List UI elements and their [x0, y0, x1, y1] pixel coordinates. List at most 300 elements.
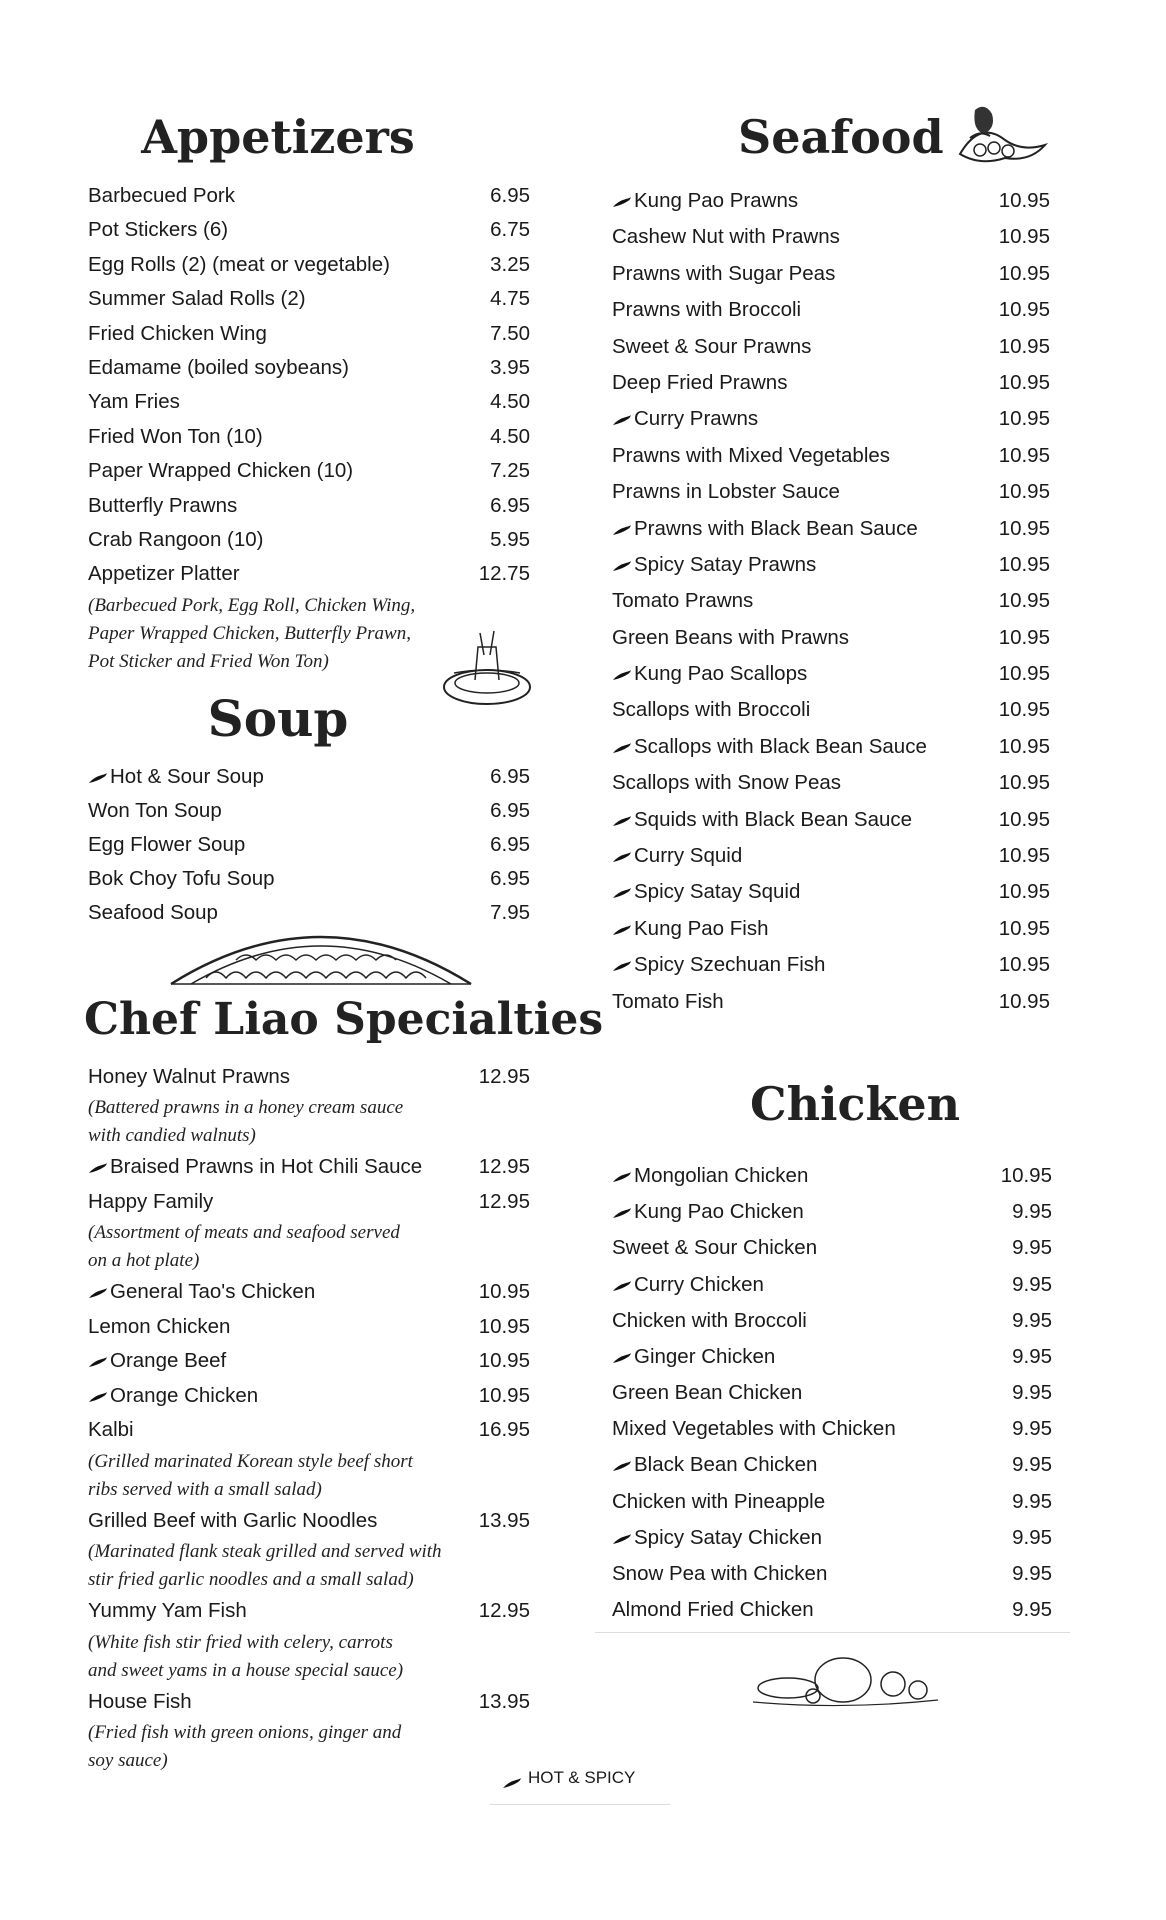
- item-name-text: Scallops with Broccoli: [612, 698, 811, 722]
- item-name: [88, 1310, 230, 1345]
- item-name-text: Braised Prawns in Hot Chili Sauce: [110, 1155, 423, 1179]
- item-price: 6.95: [490, 184, 530, 207]
- item-name: [88, 760, 264, 794]
- item-name: [612, 911, 768, 947]
- menu-item: [88, 317, 530, 351]
- item-name-text: Deep Fried Prawns: [612, 370, 788, 394]
- menu-item: [612, 1447, 1052, 1483]
- chili-pepper-icon: [612, 730, 632, 741]
- item-name-text: Pot Stickers (6): [88, 218, 229, 242]
- item-name: [612, 692, 810, 728]
- item-price: 10.95: [998, 989, 1050, 1013]
- item-name: [88, 317, 267, 351]
- item-price: 10.95: [998, 589, 1050, 613]
- legend: [502, 1768, 635, 1788]
- specialties-heading: Chef Liao Specialties: [84, 993, 604, 1045]
- item-price: 9.95: [1012, 1200, 1052, 1224]
- menu-item: [612, 1375, 1052, 1411]
- seafood-heading: Seafood: [738, 110, 944, 164]
- item-name-text: Prawns with Mixed Vegetables: [612, 443, 891, 467]
- item-price: 10.95: [1000, 1163, 1052, 1187]
- item-price: 12.95: [478, 1189, 530, 1213]
- menu-item: [612, 1194, 1052, 1230]
- item-name: [88, 385, 180, 419]
- chili-pepper-icon: [612, 548, 632, 559]
- menu-item: [88, 1413, 530, 1448]
- chili-pepper-icon: [612, 402, 632, 413]
- item-name-text: Seafood Soup: [88, 900, 218, 924]
- item-name: [88, 1504, 377, 1539]
- chili-pepper-icon: [612, 1448, 632, 1459]
- menu-item: [612, 292, 1050, 328]
- item-name: [612, 656, 807, 692]
- menu-item: [612, 1592, 1052, 1628]
- item-name: [88, 420, 263, 454]
- item-name-text: Curry Prawns: [634, 407, 759, 431]
- item-name-text: Almond Fried Chicken: [612, 1598, 814, 1622]
- menu-item: [612, 911, 1050, 947]
- chili-pepper-icon: [612, 184, 632, 195]
- item-name-text: Mixed Vegetables with Chicken: [612, 1417, 896, 1441]
- menu-item: [88, 1594, 530, 1629]
- chicken-list: [612, 1158, 1062, 1628]
- item-price: 3.25: [490, 252, 530, 276]
- item-name: [88, 1594, 247, 1629]
- item-price: 9.95: [1012, 1308, 1052, 1332]
- item-price: 9.95: [1012, 1453, 1052, 1477]
- menu-item: [612, 547, 1050, 583]
- menu-item: [88, 1275, 530, 1310]
- menu-item: [88, 454, 530, 488]
- item-name: [88, 1413, 134, 1448]
- item-name: [612, 1520, 822, 1556]
- right-column: [612, 105, 1062, 1628]
- specialties-list: [88, 1060, 538, 1776]
- item-description: (Barbecued Pork, Egg Roll, Chicken Wing,: [88, 594, 416, 616]
- item-name-text: Edamame (boiled soybeans): [88, 355, 349, 379]
- item-name-text: Honey Walnut Prawns: [88, 1064, 291, 1088]
- menu-item: [612, 765, 1050, 801]
- menu-item: [88, 1150, 530, 1185]
- item-name-text: Chicken with Broccoli: [612, 1308, 807, 1332]
- item-name: [612, 474, 840, 510]
- item-name-text: Prawns in Lobster Sauce: [612, 480, 840, 504]
- item-name: [612, 984, 724, 1020]
- item-name: [612, 1339, 775, 1375]
- menu-item: [88, 794, 530, 828]
- item-description: (Grilled marinated Korean style beef short: [88, 1450, 413, 1472]
- item-name: [88, 489, 237, 523]
- item-price: 7.95: [490, 900, 530, 924]
- item-name-text: Sweet & Sour Prawns: [612, 334, 812, 358]
- item-name-text: Butterfly Prawns: [88, 493, 238, 517]
- item-price: 10.95: [998, 698, 1050, 722]
- item-name-text: Grilled Beef with Garlic Noodles: [88, 1508, 378, 1532]
- item-name-text: Spicy Szechuan Fish: [634, 953, 826, 977]
- menu-item: [612, 329, 1050, 365]
- menu-item: [88, 489, 530, 523]
- item-name-text: Green Bean Chicken: [612, 1381, 803, 1405]
- menu-item: [88, 1685, 530, 1720]
- item-name-text: Snow Pea with Chicken: [612, 1562, 828, 1586]
- menu-item: [612, 947, 1050, 983]
- item-name: [88, 1275, 315, 1310]
- item-name: [88, 862, 275, 896]
- item-name-text: Scallops with Snow Peas: [612, 771, 842, 795]
- menu-item: [612, 438, 1050, 474]
- item-name-text: Squids with Black Bean Sauce: [634, 807, 913, 831]
- item-name-text: Kung Pao Fish: [634, 916, 769, 940]
- chili-pepper-icon: [88, 1151, 108, 1162]
- item-price: 9.95: [1012, 1562, 1052, 1586]
- item-name-text: Black Bean Chicken: [634, 1453, 818, 1477]
- item-price: 10.95: [998, 662, 1050, 686]
- item-name-text: Orange Chicken: [110, 1383, 259, 1407]
- item-name: [612, 547, 816, 583]
- item-description: on a hot plate): [88, 1250, 200, 1272]
- chili-pepper-icon: [612, 1521, 632, 1532]
- chili-pepper-icon: [612, 1340, 632, 1351]
- item-name: [612, 1158, 808, 1194]
- item-price: 10.95: [998, 734, 1050, 758]
- item-name-text: Bok Choy Tofu Soup: [88, 866, 275, 890]
- item-name-text: Cashew Nut with Prawns: [612, 225, 840, 249]
- item-name: [88, 1150, 422, 1185]
- item-name: [612, 802, 912, 838]
- item-name: [612, 1230, 817, 1266]
- chili-pepper-icon: [612, 512, 632, 523]
- menu-item: [88, 248, 530, 282]
- chili-pepper-icon: [612, 1159, 632, 1170]
- menu-item: [88, 1379, 530, 1414]
- menu-item: [612, 1303, 1052, 1339]
- item-name: [612, 1592, 814, 1628]
- menu-item: [612, 401, 1050, 437]
- menu-item: [612, 256, 1050, 292]
- item-name-text: Crab Rangoon (10): [88, 527, 264, 551]
- chili-pepper-icon: [612, 839, 632, 850]
- item-name: [88, 351, 349, 385]
- item-price: 5.95: [490, 527, 530, 551]
- item-description: soy sauce): [88, 1750, 168, 1772]
- item-price: 13.95: [478, 1508, 530, 1532]
- item-name-text: Kung Pao Prawns: [634, 189, 799, 212]
- menu-item: [88, 351, 530, 385]
- item-price: 10.95: [478, 1383, 530, 1407]
- item-description: ribs served with a small salad): [88, 1478, 322, 1500]
- item-price: 9.95: [1012, 1236, 1052, 1260]
- item-description: (White fish stir fried with celery, carrots: [88, 1631, 393, 1653]
- seafood-list: [612, 183, 1062, 1020]
- item-price: 4.50: [490, 424, 530, 448]
- menu-item: [88, 760, 530, 794]
- item-name-text: Prawns with Sugar Peas: [612, 261, 836, 285]
- item-price: 10.95: [998, 844, 1050, 868]
- chili-pepper-icon: [612, 657, 632, 668]
- item-name: [88, 1185, 213, 1220]
- menu-item: [612, 1520, 1052, 1556]
- item-price: 10.95: [998, 298, 1050, 322]
- item-price: 10.95: [998, 443, 1050, 467]
- menu-item: [88, 1504, 530, 1539]
- menu-item: [612, 1556, 1052, 1592]
- item-price: 10.95: [998, 771, 1050, 795]
- item-name: [612, 765, 841, 801]
- menu-item: [612, 183, 1050, 219]
- legend-label: HOT & SPICY: [528, 1768, 636, 1787]
- menu-item: [612, 1158, 1052, 1194]
- chicken-heading: Chicken: [750, 1076, 961, 1131]
- item-name-text: Lemon Chicken: [88, 1314, 231, 1338]
- item-name: [612, 1411, 896, 1447]
- item-name-text: Mongolian Chicken: [634, 1163, 809, 1187]
- item-price: 10.95: [998, 625, 1050, 649]
- item-name: [88, 179, 235, 213]
- item-name-text: Spicy Satay Chicken: [634, 1525, 823, 1549]
- item-price: 6.75: [490, 218, 530, 242]
- item-name: [88, 282, 306, 316]
- item-name: [88, 213, 228, 247]
- item-name: [612, 1375, 802, 1411]
- chili-pepper-icon: [612, 948, 632, 959]
- item-price: 10.95: [998, 516, 1050, 540]
- menu-item: [612, 219, 1050, 255]
- chili-pepper-icon: [612, 1268, 632, 1279]
- item-price: 7.50: [490, 321, 530, 345]
- chicken-divider: [595, 1632, 1070, 1633]
- chili-pepper-icon: [88, 1345, 108, 1356]
- item-price: 10.95: [998, 334, 1050, 358]
- item-name-text: Prawns with Black Bean Sauce: [634, 516, 918, 540]
- menu-item: [612, 1230, 1052, 1266]
- menu-item: [612, 874, 1050, 910]
- item-name: [88, 523, 264, 557]
- menu-item: [612, 692, 1050, 728]
- item-name: [88, 557, 240, 591]
- item-price: 9.95: [1012, 1417, 1052, 1441]
- wave-bowl-illustration: [166, 920, 476, 986]
- soup-heading: Soup: [207, 688, 349, 748]
- menu-item: [88, 282, 530, 316]
- item-name: [612, 256, 835, 292]
- item-price: 13.95: [478, 1689, 530, 1713]
- item-price: 10.95: [478, 1280, 530, 1304]
- item-name: [612, 183, 798, 219]
- item-name-text: Happy Family: [88, 1189, 214, 1213]
- item-name-text: Fried Won Ton (10): [88, 424, 263, 448]
- item-description: with candied walnuts): [88, 1125, 256, 1147]
- item-price: 6.95: [490, 493, 530, 517]
- item-price: 9.95: [1012, 1272, 1052, 1296]
- item-name: [88, 794, 222, 828]
- item-name-text: Paper Wrapped Chicken (10): [88, 459, 354, 483]
- menu-item: [88, 828, 530, 862]
- menu-item: [612, 365, 1050, 401]
- menu-item: [612, 620, 1050, 656]
- item-name: [612, 1447, 817, 1483]
- item-name: [612, 1267, 764, 1303]
- item-price: 10.95: [998, 480, 1050, 504]
- item-name-text: Kung Pao Chicken: [634, 1200, 804, 1224]
- item-price: 12.75: [478, 562, 530, 586]
- item-name: [612, 329, 811, 365]
- item-description: Paper Wrapped Chicken, Butterfly Prawn,: [88, 622, 411, 644]
- item-name-text: House Fish: [88, 1689, 192, 1713]
- item-price: 3.95: [490, 355, 530, 379]
- chili-pepper-icon: [612, 1195, 632, 1206]
- item-name-text: Scallops with Black Bean Sauce: [634, 734, 927, 758]
- chili-pepper-icon: [612, 875, 632, 886]
- menu-item: [612, 511, 1050, 547]
- chili-pepper-icon: [612, 803, 632, 814]
- item-name-text: Kung Pao Scallops: [634, 662, 808, 686]
- soup-list: [88, 760, 538, 930]
- item-name: [88, 828, 245, 862]
- menu-item: [88, 1060, 530, 1095]
- menu-item: [612, 583, 1050, 619]
- chili-pepper-icon: [88, 1276, 108, 1287]
- item-description: (Marinated flank steak grilled and served with: [88, 1541, 442, 1563]
- item-name-text: Kalbi: [88, 1418, 134, 1442]
- menu-item: [88, 179, 530, 213]
- menu-item: [88, 213, 530, 247]
- appetizers-heading: Appetizers: [141, 110, 415, 164]
- item-price: 9.95: [1012, 1344, 1052, 1368]
- item-price: 10.95: [998, 880, 1050, 904]
- menu-item: [88, 862, 530, 896]
- item-name-text: Spicy Satay Squid: [634, 880, 801, 904]
- menu-item: [88, 1310, 530, 1345]
- item-name: [612, 838, 742, 874]
- item-name: [88, 454, 353, 488]
- dragon-fish-illustration: [950, 100, 1050, 172]
- item-description: (Fried fish with green onions, ginger and: [88, 1722, 402, 1744]
- item-price: 9.95: [1012, 1525, 1052, 1549]
- item-name-text: Appetizer Platter: [88, 562, 240, 586]
- chili-pepper-icon: [612, 912, 632, 923]
- item-price: 16.95: [478, 1418, 530, 1442]
- item-price: 9.95: [1012, 1598, 1052, 1622]
- item-name-text: General Tao's Chicken: [110, 1280, 316, 1304]
- item-name: [612, 729, 927, 765]
- menu-item: [612, 656, 1050, 692]
- item-name-text: Prawns with Broccoli: [612, 298, 802, 322]
- menu-item: [612, 1267, 1052, 1303]
- item-name-text: Won Ton Soup: [88, 798, 222, 822]
- menu-item: [612, 729, 1050, 765]
- item-name: [612, 620, 849, 656]
- item-price: 10.95: [998, 261, 1050, 285]
- item-description: Pot Sticker and Fried Won Ton): [88, 650, 329, 672]
- menu-item: [612, 802, 1050, 838]
- item-price: 6.95: [490, 798, 530, 822]
- item-name: [612, 1303, 807, 1339]
- item-name-text: Green Beans with Prawns: [612, 625, 850, 649]
- chili-pepper-icon: [88, 761, 108, 772]
- item-price: 9.95: [1012, 1489, 1052, 1513]
- item-price: 10.95: [998, 189, 1050, 212]
- appetizers-list: [88, 179, 538, 676]
- menu-item: [88, 523, 530, 557]
- item-price: 6.95: [490, 764, 530, 788]
- item-name: [612, 401, 758, 437]
- item-name: [612, 1556, 827, 1592]
- item-name: [612, 583, 753, 619]
- item-name: [88, 248, 390, 282]
- item-price: 10.95: [998, 807, 1050, 831]
- vegetables-illustration: [748, 1652, 943, 1710]
- item-description: and sweet yams in a house special sauce): [88, 1659, 404, 1681]
- item-name-text: Sweet & Sour Chicken: [612, 1236, 818, 1260]
- item-name: [612, 1194, 804, 1230]
- item-price: 9.95: [1012, 1381, 1052, 1405]
- item-name: [612, 1484, 825, 1520]
- item-price: 6.95: [490, 832, 530, 856]
- item-price: 4.75: [490, 287, 530, 311]
- item-name-text: Hot & Sour Soup: [110, 764, 264, 788]
- item-price: 10.95: [998, 953, 1050, 977]
- menu-item: [612, 1339, 1052, 1375]
- item-name-text: Curry Squid: [634, 844, 743, 868]
- item-price: 10.95: [998, 552, 1050, 576]
- item-name-text: Egg Flower Soup: [88, 832, 246, 856]
- item-price: 10.95: [998, 916, 1050, 940]
- item-name-text: Fried Chicken Wing: [88, 321, 267, 345]
- chili-pepper-icon: [502, 1774, 522, 1785]
- item-price: 10.95: [478, 1314, 530, 1338]
- menu-item: [612, 1484, 1052, 1520]
- legend-divider: [490, 1804, 670, 1805]
- item-price: 4.50: [490, 390, 530, 414]
- item-name: [88, 1344, 226, 1379]
- menu-item: [88, 385, 530, 419]
- item-price: 7.25: [490, 459, 530, 483]
- item-name-text: Orange Beef: [110, 1349, 227, 1373]
- item-name-text: Ginger Chicken: [634, 1344, 776, 1368]
- item-price: 6.95: [490, 866, 530, 890]
- item-name-text: Curry Chicken: [634, 1272, 764, 1296]
- menu-item: [88, 420, 530, 454]
- item-name: [612, 438, 890, 474]
- item-description: (Battered prawns in a honey cream sauce: [88, 1097, 404, 1119]
- item-price: 12.95: [478, 1064, 530, 1088]
- menu-item: [612, 838, 1050, 874]
- item-price: 10.95: [478, 1349, 530, 1373]
- item-name: [612, 365, 787, 401]
- item-price: 10.95: [998, 225, 1050, 249]
- item-name: [612, 874, 800, 910]
- item-price: 12.95: [478, 1155, 530, 1179]
- menu-item: [88, 557, 530, 591]
- item-name-text: Barbecued Pork: [88, 184, 236, 207]
- item-name-text: Tomato Prawns: [612, 589, 754, 613]
- menu-item: [612, 474, 1050, 510]
- item-name-text: Spicy Satay Prawns: [634, 552, 817, 576]
- item-name: [88, 1060, 290, 1095]
- item-price: 10.95: [998, 370, 1050, 394]
- item-name-text: Yummy Yam Fish: [88, 1599, 247, 1623]
- item-name-text: Chicken with Pineapple: [612, 1489, 826, 1513]
- menu-item: [612, 1411, 1052, 1447]
- item-description: stir fried garlic noodles and a small salad): [88, 1569, 414, 1591]
- item-name: [612, 947, 825, 983]
- item-name-text: Tomato Fish: [612, 989, 724, 1013]
- food-bowl-illustration: [440, 625, 535, 710]
- item-name-text: Egg Rolls (2) (meat or vegetable): [88, 252, 390, 276]
- item-name-text: Yam Fries: [88, 390, 180, 414]
- chili-pepper-icon: [88, 1380, 108, 1391]
- item-price: 12.95: [478, 1599, 530, 1623]
